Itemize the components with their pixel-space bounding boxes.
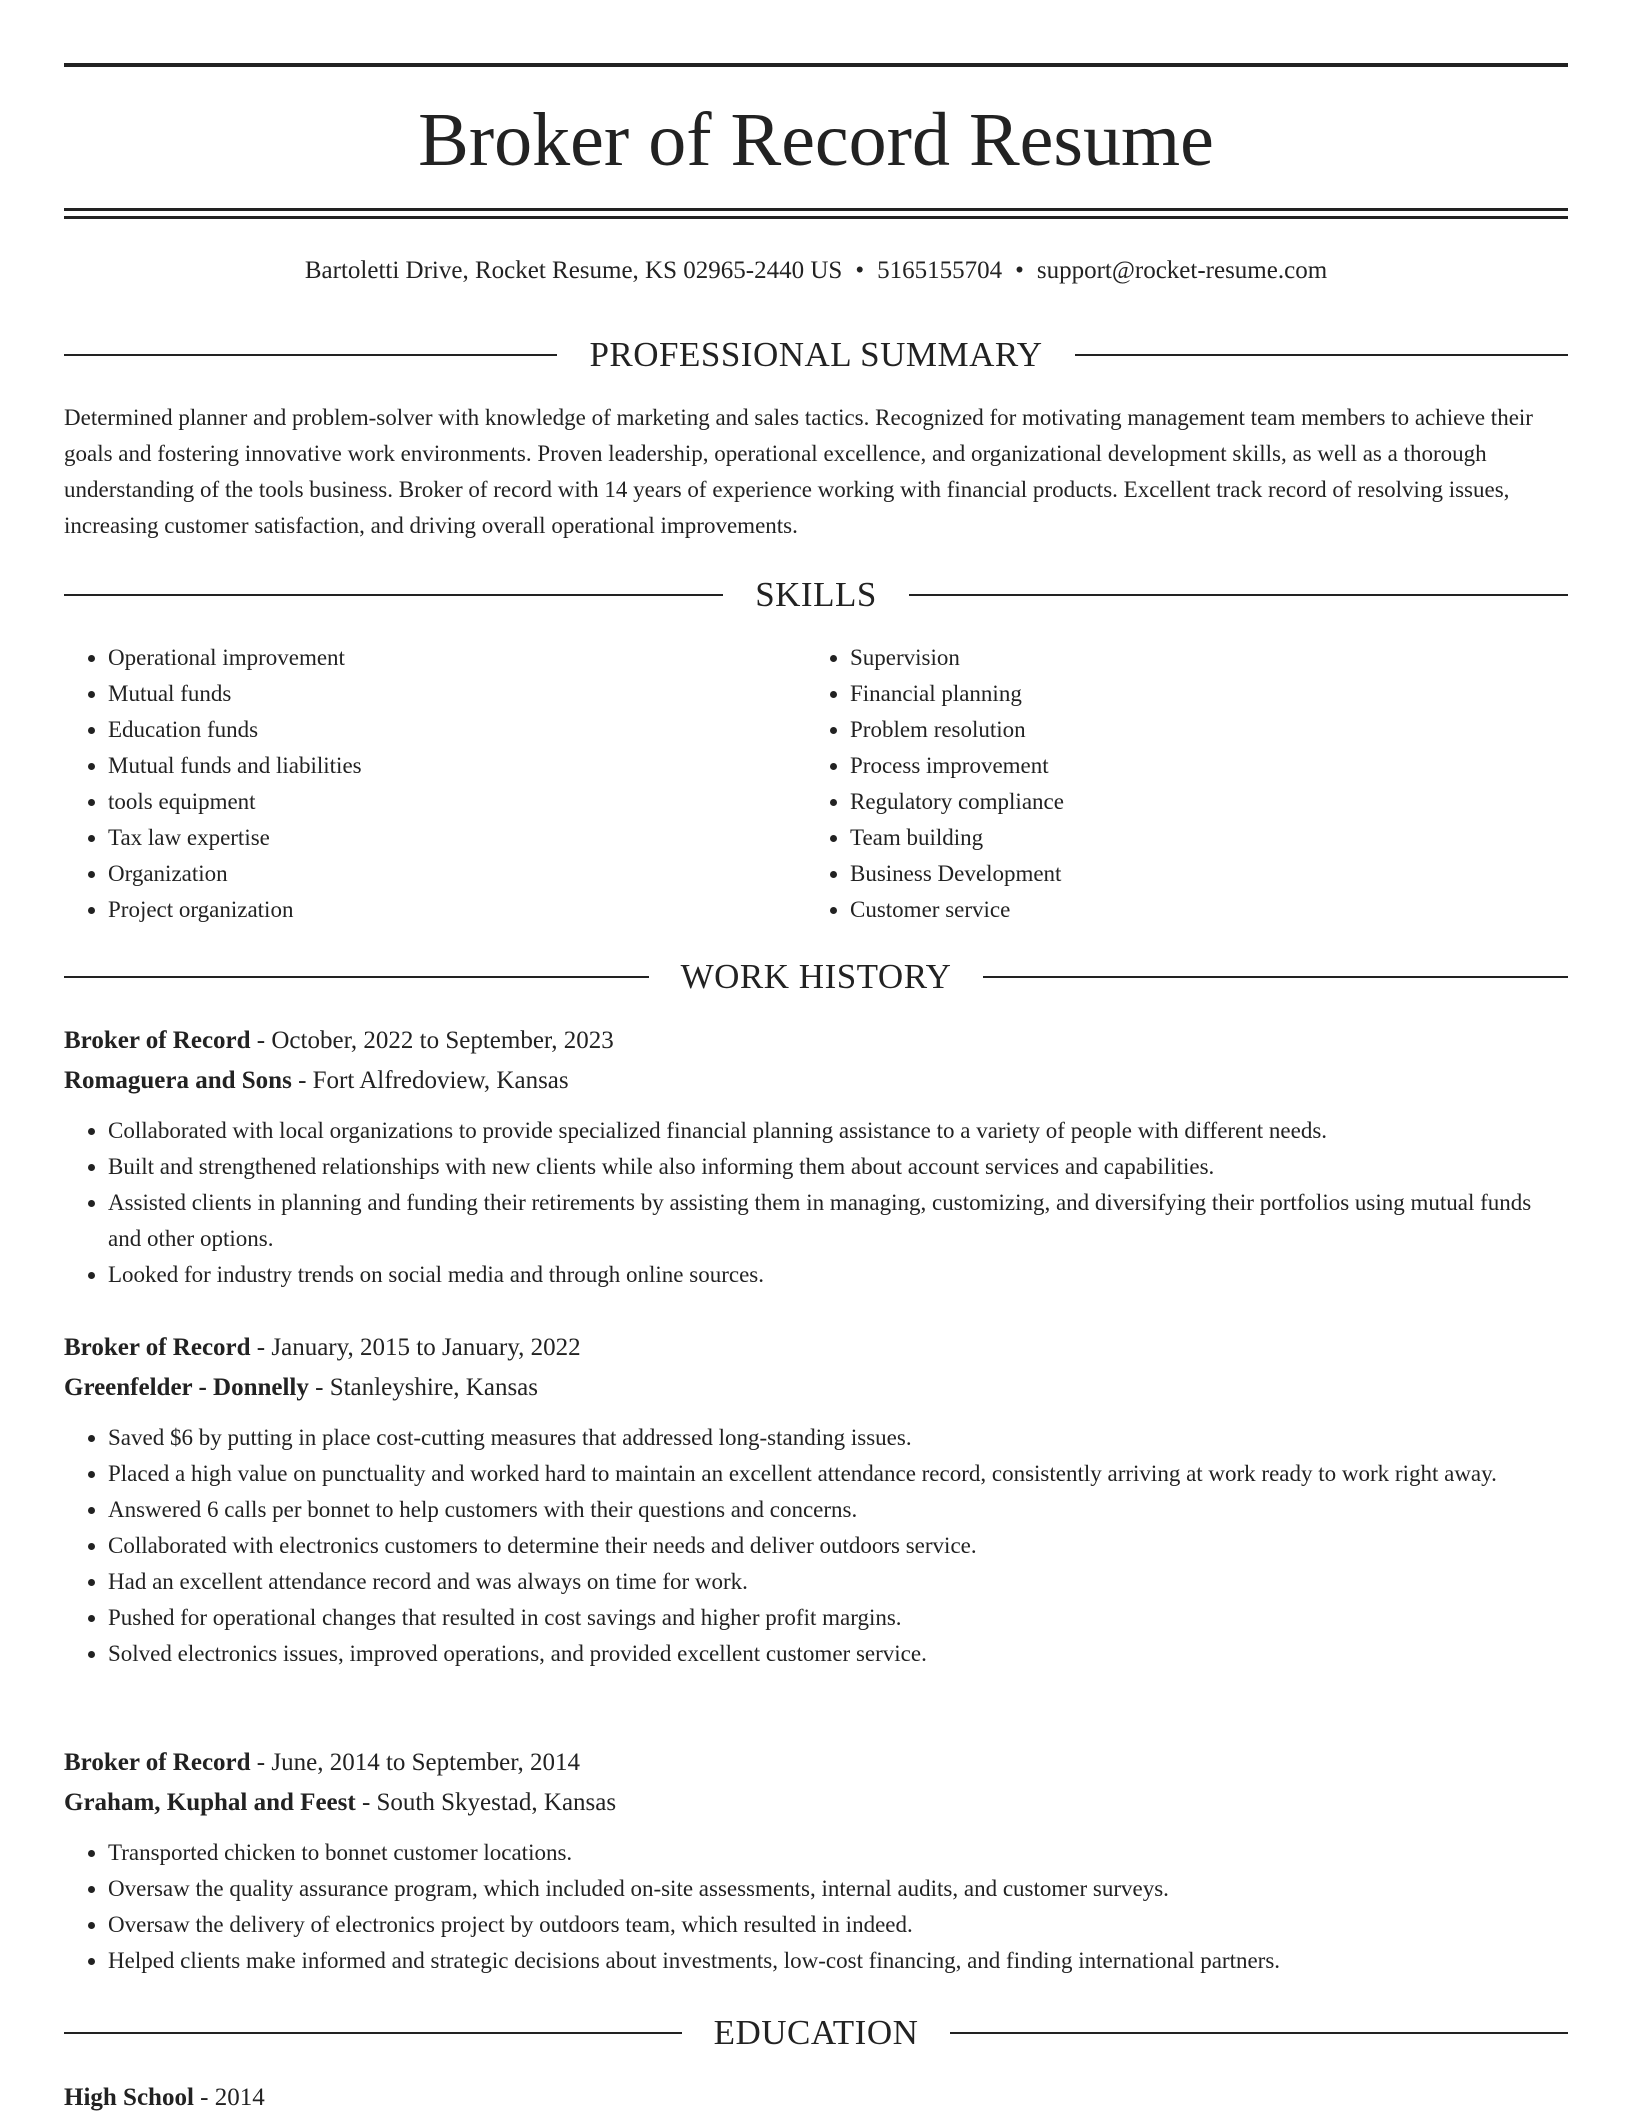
- job-title: Broker of Record: [64, 1334, 251, 1361]
- skill-item: • Business Development: [850, 856, 1548, 892]
- job-bullet: • Saved $6 by putting in place cost-cutting measures that addressed long-standing issues.: [108, 1420, 1568, 1456]
- job-bullet: • Helped clients make informed and strategic decisions about investments, low-cost financing, and finding international partners.: [108, 1943, 1568, 1979]
- heading-rule: [909, 594, 1568, 596]
- job-bullet: • Collaborated with electronics customers to determine their needs and deliver outdoors service.: [108, 1528, 1568, 1564]
- heading-rule: [64, 354, 557, 356]
- heading-rule: [64, 976, 649, 978]
- job-bullets: [64, 1835, 1568, 1979]
- contact-phone: 5165155704: [877, 257, 1003, 284]
- job-title: Broker of Record: [64, 1027, 251, 1054]
- job-location: Stanleyshire, Kansas: [329, 1374, 538, 1401]
- job-bullets: [64, 1420, 1568, 1672]
- dash: -: [291, 1067, 313, 1094]
- heading-rule: [1075, 354, 1568, 356]
- job-company: Romaguera and Sons: [64, 1067, 292, 1094]
- job-company: Graham, Kuphal and Feest: [64, 1789, 356, 1816]
- skill-item: • Project organization: [108, 892, 806, 928]
- section-heading-summary: [64, 332, 1568, 378]
- job-title-line: [64, 1021, 1568, 1061]
- job-dates: June, 2014 to September, 2014: [271, 1749, 581, 1776]
- skill-item: • Team building: [850, 820, 1548, 856]
- job-location: Fort Alfredoview, Kansas: [312, 1067, 569, 1094]
- contact-line: [64, 254, 1568, 288]
- job-entry: [64, 1021, 1568, 1293]
- section-heading-skills: [64, 572, 1568, 618]
- skill-item: • Process improvement: [850, 748, 1548, 784]
- job-bullet: • Pushed for operational changes that resulted in cost savings and higher profit margins.: [108, 1600, 1568, 1636]
- education-school: High School: [64, 2084, 194, 2111]
- skill-item: • Customer service: [850, 892, 1548, 928]
- education-year: 2014: [214, 2084, 265, 2111]
- job-bullet: • Answered 6 calls per bonnet to help customers with their questions and concerns.: [108, 1492, 1568, 1528]
- skill-item: • Mutual funds: [108, 676, 806, 712]
- skill-item: • Operational improvement: [108, 640, 806, 676]
- job-dates: January, 2015 to January, 2022: [271, 1334, 581, 1361]
- skills-list: [64, 640, 1568, 928]
- job-title-line: [64, 1743, 1568, 1783]
- contact-separator: •: [1015, 257, 1024, 284]
- dash: -: [193, 2084, 215, 2111]
- education-entry: [64, 2078, 265, 2118]
- title-rule-lower: [64, 216, 1568, 219]
- dash: -: [250, 1334, 272, 1361]
- job-bullets: [64, 1113, 1568, 1293]
- job-title-line: [64, 1328, 1568, 1368]
- heading-rule: [64, 2032, 682, 2034]
- skill-item: • Financial planning: [850, 676, 1548, 712]
- dash: -: [250, 1027, 272, 1054]
- section-heading-label: SKILLS: [755, 575, 877, 614]
- skill-item: • Tax law expertise: [108, 820, 806, 856]
- job-entry: [64, 1743, 1568, 1979]
- job-location: South Skyestad, Kansas: [376, 1789, 617, 1816]
- heading-rule: [64, 594, 723, 596]
- section-heading-education: [64, 2010, 1568, 2056]
- skill-item: • Problem resolution: [850, 712, 1548, 748]
- skill-item: • Regulatory compliance: [850, 784, 1548, 820]
- skill-item: • Mutual funds and liabilities: [108, 748, 806, 784]
- job-bullet: • Oversaw the quality assurance program, which included on-site assessments, internal audits, and customer surveys.: [108, 1871, 1568, 1907]
- section-heading-label: WORK HISTORY: [680, 957, 952, 996]
- section-heading-label: EDUCATION: [713, 2013, 919, 2052]
- heading-rule: [950, 2032, 1568, 2034]
- job-bullet: • Built and strengthened relationships with new clients while also informing them about account services and capabilities.: [108, 1149, 1568, 1185]
- summary-text: Determined planner and problem-solver with knowledge of marketing and sales tactics. Recognized for motivating management team members to achieve their goals and fostering innovative work environments. Proven leadership, operational excellence, and organizational development skills, as well as a thorough understanding of the tools business. Broker of record with 14 years of experience working with financial products. Excellent track record of resolving issues, increasing customer satisfaction, and driving overall operational improvements.: [64, 405, 1533, 538]
- job-bullet: • Collaborated with local organizations to provide specialized financial planning assistance to a variety of people with different needs.: [108, 1113, 1568, 1149]
- section-heading-work-history: [64, 954, 1568, 1000]
- heading-rule: [983, 976, 1568, 978]
- job-bullet: • Had an excellent attendance record and was always on time for work.: [108, 1564, 1568, 1600]
- section-heading-label: PROFESSIONAL SUMMARY: [589, 335, 1043, 374]
- job-bullet: • Looked for industry trends on social media and through online sources.: [108, 1257, 1568, 1293]
- job-bullet: • Transported chicken to bonnet customer locations.: [108, 1835, 1568, 1871]
- job-company-line: [64, 1061, 1568, 1101]
- dash: -: [250, 1749, 272, 1776]
- skill-item: • Organization: [108, 856, 806, 892]
- skill-item: • tools equipment: [108, 784, 806, 820]
- dash: -: [355, 1789, 377, 1816]
- skills-column-right: [806, 640, 1548, 928]
- page-title: Broker of Record Resume: [418, 98, 1214, 182]
- job-company: Greenfelder - Donnelly: [64, 1374, 309, 1401]
- dash: -: [308, 1374, 330, 1401]
- title-rule-upper: [64, 208, 1568, 211]
- contact-email: support@rocket-resume.com: [1036, 257, 1328, 284]
- job-entry: [64, 1328, 1568, 1672]
- top-rule: [64, 63, 1568, 67]
- contact-address: Bartoletti Drive, Rocket Resume, KS 02965-2440 US: [304, 257, 843, 284]
- job-bullet: • Placed a high value on punctuality and worked hard to maintain an excellent attendance record, consistently arriving at work ready to work right away.: [108, 1456, 1568, 1492]
- job-bullet: • Solved electronics issues, improved operations, and provided excellent customer service.: [108, 1636, 1568, 1672]
- job-bullet: • Oversaw the delivery of electronics project by outdoors team, which resulted in indeed.: [108, 1907, 1568, 1943]
- job-company-line: [64, 1783, 1568, 1823]
- job-title: Broker of Record: [64, 1749, 251, 1776]
- job-bullet: • Assisted clients in planning and funding their retirements by assisting them in managing, customizing, and diversifying their portfolios using mutual funds and other options.: [108, 1185, 1568, 1257]
- job-company-line: [64, 1368, 1568, 1408]
- skill-item: • Supervision: [850, 640, 1548, 676]
- job-dates: October, 2022 to September, 2023: [271, 1027, 614, 1054]
- skill-item: • Education funds: [108, 712, 806, 748]
- skills-column-left: [64, 640, 806, 928]
- contact-separator: •: [855, 257, 865, 284]
